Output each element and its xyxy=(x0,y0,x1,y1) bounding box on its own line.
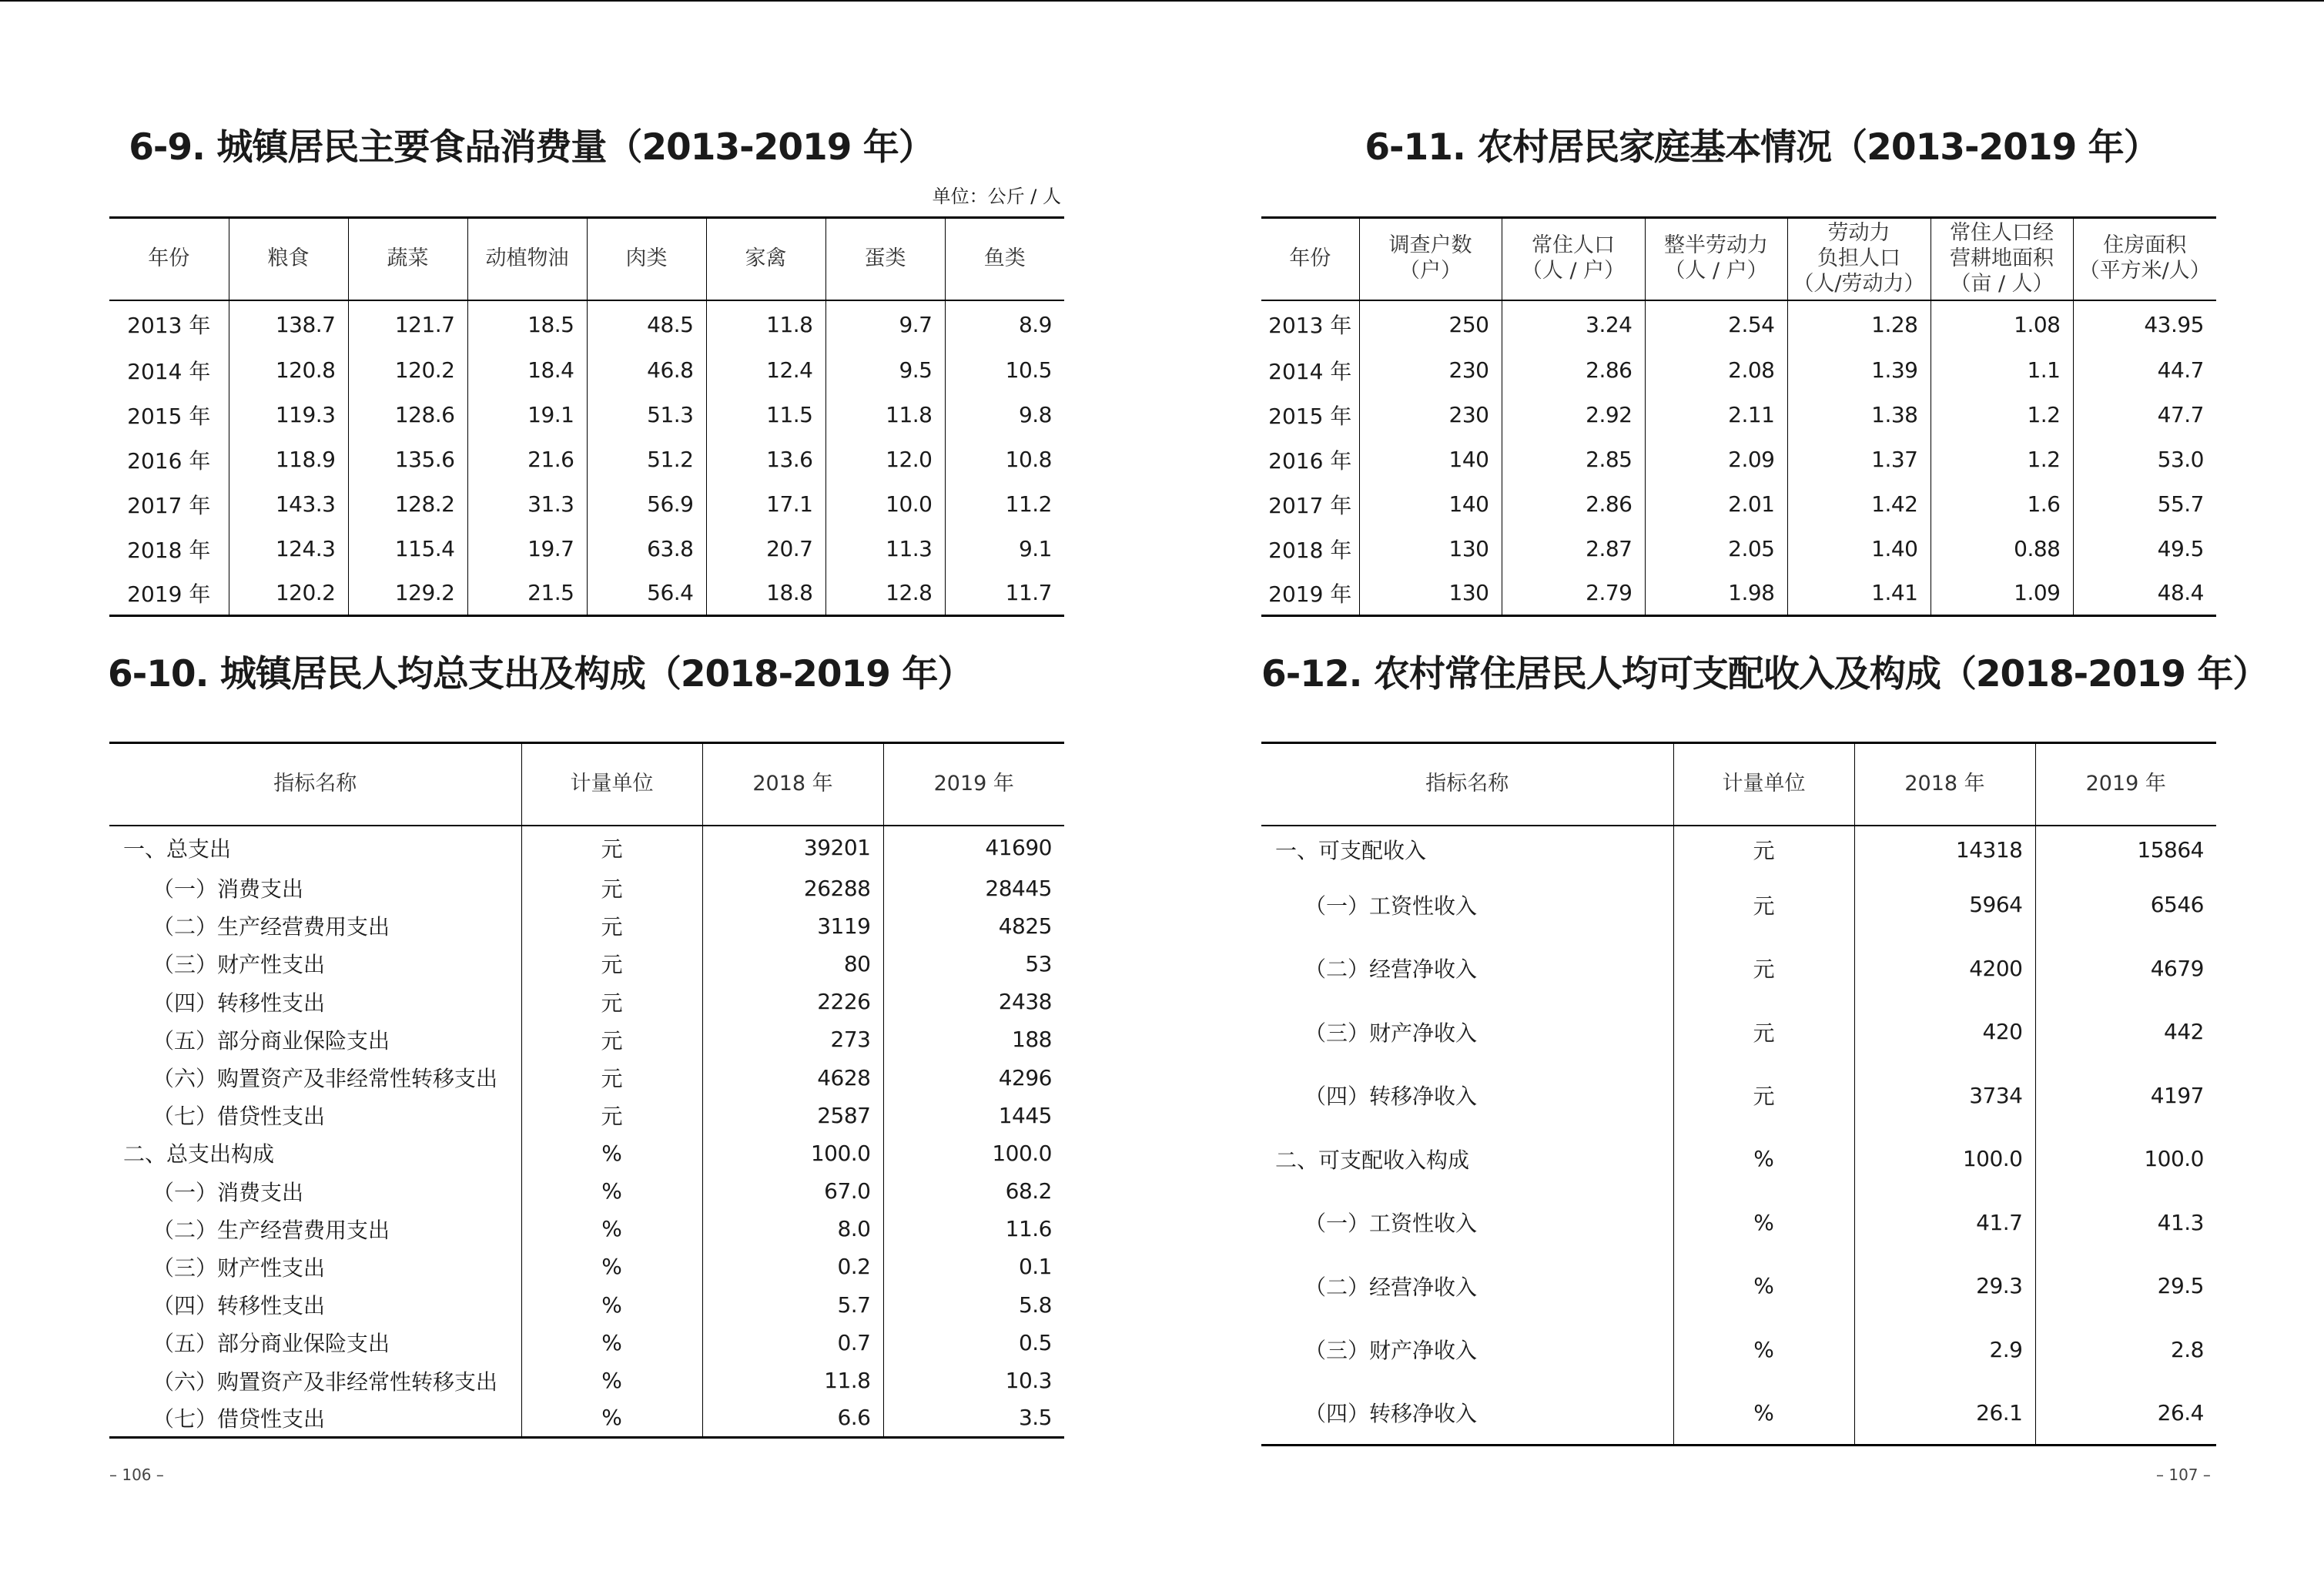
table-cell: 100.0 xyxy=(883,1134,1064,1172)
table-row xyxy=(109,571,1064,616)
table-cell: 56.4 xyxy=(587,571,706,616)
table-cell: 55.7 xyxy=(2073,482,2216,527)
table-cell: 元 xyxy=(1673,936,1854,1000)
table-cell: 63.8 xyxy=(587,527,706,571)
table-row xyxy=(1261,1318,2216,1382)
table-header-row xyxy=(109,218,1064,300)
table-cell: 元 xyxy=(521,826,702,869)
table-cell: 二、总支出构成 xyxy=(123,1141,275,1168)
table-cell: % xyxy=(521,1248,702,1285)
table-cell: 11.2 xyxy=(945,482,1064,527)
table-row xyxy=(109,1134,1064,1172)
table-header-row xyxy=(1261,218,2216,300)
table-cell: 17.1 xyxy=(706,482,825,527)
table-cell: 11.7 xyxy=(945,571,1064,616)
table-header-row xyxy=(109,743,1064,826)
table-cell: 0.2 xyxy=(702,1248,883,1285)
table-cell: 49.5 xyxy=(2073,527,2216,571)
table-cell: 一、总支出 xyxy=(123,836,232,862)
table-row xyxy=(1261,348,2216,393)
table-cell: 230 xyxy=(1359,348,1502,393)
header-cell: 计量单位 xyxy=(521,743,702,826)
table-cell: 14318 xyxy=(1854,826,2035,873)
table-cell: 4628 xyxy=(702,1058,883,1096)
table-row xyxy=(1261,300,2216,348)
table-cell: 31.3 xyxy=(467,482,587,527)
table-row xyxy=(1261,1255,2216,1318)
table-cell: 19.1 xyxy=(467,393,587,437)
table-cell: 140 xyxy=(1359,437,1502,482)
table-cell: % xyxy=(521,1210,702,1248)
header-cell: 年份 xyxy=(109,218,229,300)
table-cell: 1.28 xyxy=(1787,300,1931,348)
table-cell: 2587 xyxy=(702,1097,883,1134)
table-cell: 2.87 xyxy=(1502,527,1645,571)
table-cell: % xyxy=(1673,1318,1854,1382)
table-cell: （五）部分商业保险支出 xyxy=(152,1027,390,1054)
top-border xyxy=(0,0,2324,2)
header-cell: 粮食 xyxy=(229,218,348,300)
table-cell: 10.0 xyxy=(825,482,945,527)
table-row xyxy=(109,300,1064,348)
table-cell: 129.2 xyxy=(348,571,467,616)
table-cell: 56.9 xyxy=(587,482,706,527)
table-cell: 1.2 xyxy=(1931,393,2073,437)
table-cell: 9.5 xyxy=(825,348,945,393)
table-cell: 1.38 xyxy=(1787,393,1931,437)
table-cell: （四）转移性支出 xyxy=(152,1293,326,1319)
table-cell: 1.41 xyxy=(1787,571,1931,616)
table-cell: 2016 年 xyxy=(1268,447,1352,474)
table-row xyxy=(1261,1064,2216,1127)
table-cell: 10.3 xyxy=(883,1362,1064,1399)
table-cell: 100.0 xyxy=(702,1134,883,1172)
table-cell: 124.3 xyxy=(229,527,348,571)
table-cell: 119.3 xyxy=(229,393,348,437)
table-cell: 51.3 xyxy=(587,393,706,437)
table-cell: 67.0 xyxy=(702,1172,883,1210)
table-cell: 140 xyxy=(1359,482,1502,527)
table-cell: 2019 年 xyxy=(127,581,211,607)
table-cell: 143.3 xyxy=(229,482,348,527)
table-cell: 9.8 xyxy=(945,393,1064,437)
table-cell: 2015 年 xyxy=(1268,403,1352,429)
table-cell: 250 xyxy=(1359,300,1502,348)
table-cell: 41.3 xyxy=(2035,1191,2216,1255)
table-cell: 2.9 xyxy=(1854,1318,2035,1382)
page-number-left: – 106 – xyxy=(109,1466,164,1484)
table-cell: 2226 xyxy=(702,983,883,1020)
table-row xyxy=(109,869,1064,907)
table-cell: （四）转移性支出 xyxy=(152,990,326,1016)
table-cell: 442 xyxy=(2035,1000,2216,1064)
table-cell: 0.88 xyxy=(1931,527,2073,571)
table-cell: 230 xyxy=(1359,393,1502,437)
table-cell: 元 xyxy=(521,945,702,983)
table-cell: 2017 年 xyxy=(127,492,211,518)
table-cell: 11.6 xyxy=(883,1210,1064,1248)
table-cell: （七）借贷性支出 xyxy=(152,1104,326,1130)
table-row xyxy=(109,983,1064,1020)
table-cell: 121.7 xyxy=(348,300,467,348)
table-cell: 元 xyxy=(521,907,702,945)
table-cell: 11.5 xyxy=(706,393,825,437)
table-cell: 115.4 xyxy=(348,527,467,571)
table-cell: 8.0 xyxy=(702,1210,883,1248)
table-cell: 2.85 xyxy=(1502,437,1645,482)
table-cell: 元 xyxy=(521,1058,702,1096)
table-cell: 130 xyxy=(1359,571,1502,616)
table-cell: 100.0 xyxy=(2035,1127,2216,1191)
table-row xyxy=(1261,826,2216,873)
table-cell: % xyxy=(521,1399,702,1437)
table-row xyxy=(109,1324,1064,1362)
table-cell: （四）转移净收入 xyxy=(1304,1084,1478,1110)
table-cell: 4825 xyxy=(883,907,1064,945)
table-cell: 2013 年 xyxy=(1268,313,1352,338)
table-cell: 135.6 xyxy=(348,437,467,482)
table-cell: 10.8 xyxy=(945,437,1064,482)
table-cell: 11.8 xyxy=(702,1362,883,1399)
header-cell: 调查户数 （户） xyxy=(1359,218,1502,300)
header-cell: 计量单位 xyxy=(1673,743,1854,826)
table-cell: 26.4 xyxy=(2035,1382,2216,1446)
table-cell: 1.08 xyxy=(1931,300,2073,348)
header-cell: 劳动力 负担人口 （人/劳动力） xyxy=(1787,218,1931,300)
table-cell: 26.1 xyxy=(1854,1382,2035,1446)
table-cell: 1.98 xyxy=(1645,571,1787,616)
table-cell: （一）消费支出 xyxy=(152,1179,304,1205)
header-cell: 蛋类 xyxy=(825,218,945,300)
table-cell: 2014 年 xyxy=(1268,358,1352,384)
table-cell: 1.37 xyxy=(1787,437,1931,482)
header-cell: 肉类 xyxy=(587,218,706,300)
table-cell: % xyxy=(521,1324,702,1362)
table-6-10-title: 6-10. 城镇居民人均总支出及构成（2018-2019 年） xyxy=(108,653,973,695)
table-cell: （一）工资性收入 xyxy=(1304,1211,1478,1237)
table-cell: % xyxy=(1673,1255,1854,1318)
table-cell: 53.0 xyxy=(2073,437,2216,482)
header-cell: 2019 年 xyxy=(883,743,1064,826)
table-row xyxy=(109,1399,1064,1437)
header-cell: 家禽 xyxy=(706,218,825,300)
table-cell: （三）财产性支出 xyxy=(152,952,326,978)
table-cell: 2.05 xyxy=(1645,527,1787,571)
table-cell: （一）消费支出 xyxy=(152,876,304,903)
table-cell: 一、可支配收入 xyxy=(1275,838,1427,863)
table-cell: 元 xyxy=(521,869,702,907)
table-cell: 5.8 xyxy=(883,1286,1064,1324)
table-cell: （五）部分商业保险支出 xyxy=(152,1331,390,1357)
table-cell: 元 xyxy=(1673,826,1854,873)
table-cell: 15864 xyxy=(2035,826,2216,873)
table-cell: 1.1 xyxy=(1931,348,2073,393)
table-row xyxy=(1261,571,2216,616)
table-cell: 118.9 xyxy=(229,437,348,482)
table-cell: 2.08 xyxy=(1645,348,1787,393)
table-cell: 39201 xyxy=(702,826,883,869)
table-cell: 4296 xyxy=(883,1058,1064,1096)
table-cell: % xyxy=(1673,1191,1854,1255)
table-cell: 0.1 xyxy=(883,1248,1064,1285)
header-cell: 整半劳动力 （人 / 户） xyxy=(1645,218,1787,300)
table-cell: 8.9 xyxy=(945,300,1064,348)
header-cell: 住房面积 （平方米/人） xyxy=(2073,218,2216,300)
table-cell: 128.6 xyxy=(348,393,467,437)
table-row xyxy=(1261,527,2216,571)
header-cell: 2019 年 xyxy=(2035,743,2216,826)
table-cell: 4679 xyxy=(2035,936,2216,1000)
table-cell: 29.5 xyxy=(2035,1255,2216,1318)
table-cell: 2.09 xyxy=(1645,437,1787,482)
table-cell: % xyxy=(521,1286,702,1324)
table-cell: 6.6 xyxy=(702,1399,883,1437)
table-cell: 元 xyxy=(1673,873,1854,937)
header-cell: 指标名称 xyxy=(109,743,521,826)
table-cell: 120.2 xyxy=(348,348,467,393)
table-cell: 2016 年 xyxy=(127,447,211,474)
table-6-11-title: 6-11. 农村居民家庭基本情况（2013-2019 年） xyxy=(1365,126,2159,169)
table-cell: 1.40 xyxy=(1787,527,1931,571)
table-cell: 元 xyxy=(521,1020,702,1058)
table-cell: 2.92 xyxy=(1502,393,1645,437)
table-6-9 xyxy=(109,216,1064,617)
header-cell: 常住人口 （人 / 户） xyxy=(1502,218,1645,300)
table-cell: 12.8 xyxy=(825,571,945,616)
header-cell: 2018 年 xyxy=(702,743,883,826)
table-cell: 80 xyxy=(702,945,883,983)
table-row xyxy=(109,1362,1064,1399)
table-row xyxy=(109,482,1064,527)
table-6-9-unit: 单位：公斤 / 人 xyxy=(932,186,1061,207)
table-cell: 2438 xyxy=(883,983,1064,1020)
table-cell: 19.7 xyxy=(467,527,587,571)
table-row xyxy=(109,945,1064,983)
table-row xyxy=(1261,873,2216,937)
header-cell: 年份 xyxy=(1261,218,1359,300)
table-cell: 21.6 xyxy=(467,437,587,482)
table-cell: 1.6 xyxy=(1931,482,2073,527)
table-cell: 273 xyxy=(702,1020,883,1058)
header-cell: 动植物油 xyxy=(467,218,587,300)
header-cell: 鱼类 xyxy=(945,218,1064,300)
table-row xyxy=(109,1097,1064,1134)
table-cell: （三）财产性支出 xyxy=(152,1255,326,1281)
table-cell: 2.86 xyxy=(1502,348,1645,393)
table-cell: 47.7 xyxy=(2073,393,2216,437)
table-cell: 3734 xyxy=(1854,1064,2035,1127)
table-cell: （二）经营净收入 xyxy=(1304,1274,1478,1300)
table-cell: 0.5 xyxy=(883,1324,1064,1362)
table-cell: 元 xyxy=(1673,1000,1854,1064)
table-cell: 128.2 xyxy=(348,482,467,527)
table-row xyxy=(1261,1000,2216,1064)
table-cell: 元 xyxy=(1673,1064,1854,1127)
table-cell: 2.8 xyxy=(2035,1318,2216,1382)
table-cell: 1.42 xyxy=(1787,482,1931,527)
table-row xyxy=(109,527,1064,571)
table-cell: 120.8 xyxy=(229,348,348,393)
page-number-right: – 107 – xyxy=(2156,1466,2211,1484)
table-cell: （二）经营净收入 xyxy=(1304,956,1478,983)
header-cell: 常住人口经 营耕地面积 （亩 / 人） xyxy=(1931,218,2073,300)
table-6-12 xyxy=(1261,742,2216,1446)
table-cell: 48.4 xyxy=(2073,571,2216,616)
table-cell: 21.5 xyxy=(467,571,587,616)
table-cell: 2013 年 xyxy=(127,313,211,338)
table-row xyxy=(109,1172,1064,1210)
table-cell: 2.86 xyxy=(1502,482,1645,527)
table-row xyxy=(109,1210,1064,1248)
table-6-9-title: 6-9. 城镇居民主要食品消费量（2013-2019 年） xyxy=(129,126,934,169)
table-cell: 43.95 xyxy=(2073,300,2216,348)
table-cell: % xyxy=(521,1172,702,1210)
table-cell: 1.39 xyxy=(1787,348,1931,393)
table-cell: 2.79 xyxy=(1502,571,1645,616)
table-cell: 3119 xyxy=(702,907,883,945)
table-row xyxy=(109,393,1064,437)
table-cell: 5964 xyxy=(1854,873,2035,937)
table-cell: 元 xyxy=(521,983,702,1020)
table-cell: （二）生产经营费用支出 xyxy=(152,1217,390,1243)
table-row xyxy=(109,826,1064,869)
table-cell: 120.2 xyxy=(229,571,348,616)
table-row xyxy=(109,348,1064,393)
table-cell: 0.7 xyxy=(702,1324,883,1362)
table-row xyxy=(1261,936,2216,1000)
table-row xyxy=(1261,1382,2216,1446)
table-cell: 53 xyxy=(883,945,1064,983)
table-cell: （一）工资性收入 xyxy=(1304,893,1478,919)
table-cell: 1.09 xyxy=(1931,571,2073,616)
table-cell: 2018 年 xyxy=(127,537,211,563)
header-cell: 指标名称 xyxy=(1261,743,1673,826)
table-cell: % xyxy=(1673,1127,1854,1191)
table-row xyxy=(1261,1127,2216,1191)
table-cell: 420 xyxy=(1854,1000,2035,1064)
table-cell: 2.01 xyxy=(1645,482,1787,527)
table-cell: 1445 xyxy=(883,1097,1064,1134)
table-cell: 41690 xyxy=(883,826,1064,869)
table-cell: 20.7 xyxy=(706,527,825,571)
table-row xyxy=(109,437,1064,482)
table-row xyxy=(109,1286,1064,1324)
table-cell: 二、可支配收入构成 xyxy=(1275,1147,1470,1173)
table-cell: 2015 年 xyxy=(127,403,211,429)
table-row xyxy=(1261,1191,2216,1255)
table-cell: 48.5 xyxy=(587,300,706,348)
table-cell: 26288 xyxy=(702,869,883,907)
table-cell: 2.54 xyxy=(1645,300,1787,348)
table-cell: 2014 年 xyxy=(127,358,211,384)
table-cell: 12.0 xyxy=(825,437,945,482)
table-cell: 10.5 xyxy=(945,348,1064,393)
table-cell: （三）财产净收入 xyxy=(1304,1338,1478,1364)
table-cell: 29.3 xyxy=(1854,1255,2035,1318)
table-header-row xyxy=(1261,743,2216,826)
table-cell: 51.2 xyxy=(587,437,706,482)
table-cell: 138.7 xyxy=(229,300,348,348)
table-cell: 18.5 xyxy=(467,300,587,348)
table-cell: 18.4 xyxy=(467,348,587,393)
table-cell: % xyxy=(521,1134,702,1172)
table-row xyxy=(1261,482,2216,527)
table-cell: （三）财产净收入 xyxy=(1304,1020,1478,1046)
table-cell: （六）购置资产及非经常性转移支出 xyxy=(152,1066,498,1092)
table-cell: 9.7 xyxy=(825,300,945,348)
table-cell: 13.6 xyxy=(706,437,825,482)
table-cell: % xyxy=(521,1362,702,1399)
table-row xyxy=(109,907,1064,945)
table-cell: （四）转移净收入 xyxy=(1304,1401,1478,1426)
table-cell: 2018 年 xyxy=(1268,537,1352,563)
table-cell: 2.11 xyxy=(1645,393,1787,437)
table-cell: 4200 xyxy=(1854,936,2035,1000)
table-cell: 11.8 xyxy=(825,393,945,437)
header-cell: 蔬菜 xyxy=(348,218,467,300)
table-cell: 3.5 xyxy=(883,1399,1064,1437)
table-cell: 68.2 xyxy=(883,1172,1064,1210)
table-row xyxy=(109,1020,1064,1058)
table-cell: 5.7 xyxy=(702,1286,883,1324)
table-cell: 11.8 xyxy=(706,300,825,348)
table-cell: % xyxy=(1673,1382,1854,1446)
table-cell: 12.4 xyxy=(706,348,825,393)
table-cell: 188 xyxy=(883,1020,1064,1058)
table-cell: 41.7 xyxy=(1854,1191,2035,1255)
table-cell: 44.7 xyxy=(2073,348,2216,393)
table-cell: 元 xyxy=(521,1097,702,1134)
table-cell: 1.2 xyxy=(1931,437,2073,482)
table-6-10 xyxy=(109,742,1064,1439)
table-cell: 46.8 xyxy=(587,348,706,393)
header-cell: 2018 年 xyxy=(1854,743,2035,826)
table-row xyxy=(1261,437,2216,482)
table-cell: 130 xyxy=(1359,527,1502,571)
table-cell: 2017 年 xyxy=(1268,492,1352,518)
table-row xyxy=(1261,393,2216,437)
table-cell: 4197 xyxy=(2035,1064,2216,1127)
table-cell: 11.3 xyxy=(825,527,945,571)
table-cell: 2019 年 xyxy=(1268,581,1352,607)
table-row xyxy=(109,1058,1064,1096)
table-cell: 9.1 xyxy=(945,527,1064,571)
table-cell: 18.8 xyxy=(706,571,825,616)
table-cell: 28445 xyxy=(883,869,1064,907)
table-6-11 xyxy=(1261,216,2216,617)
table-6-12-title: 6-12. 农村常住居民人均可支配收入及构成（2018-2019 年） xyxy=(1261,653,2269,695)
table-row xyxy=(109,1248,1064,1285)
table-cell: 6546 xyxy=(2035,873,2216,937)
table-cell: 100.0 xyxy=(1854,1127,2035,1191)
table-cell: （七）借贷性支出 xyxy=(152,1405,326,1432)
table-cell: （二）生产经营费用支出 xyxy=(152,914,390,940)
table-cell: 3.24 xyxy=(1502,300,1645,348)
table-cell: （六）购置资产及非经常性转移支出 xyxy=(152,1369,498,1395)
